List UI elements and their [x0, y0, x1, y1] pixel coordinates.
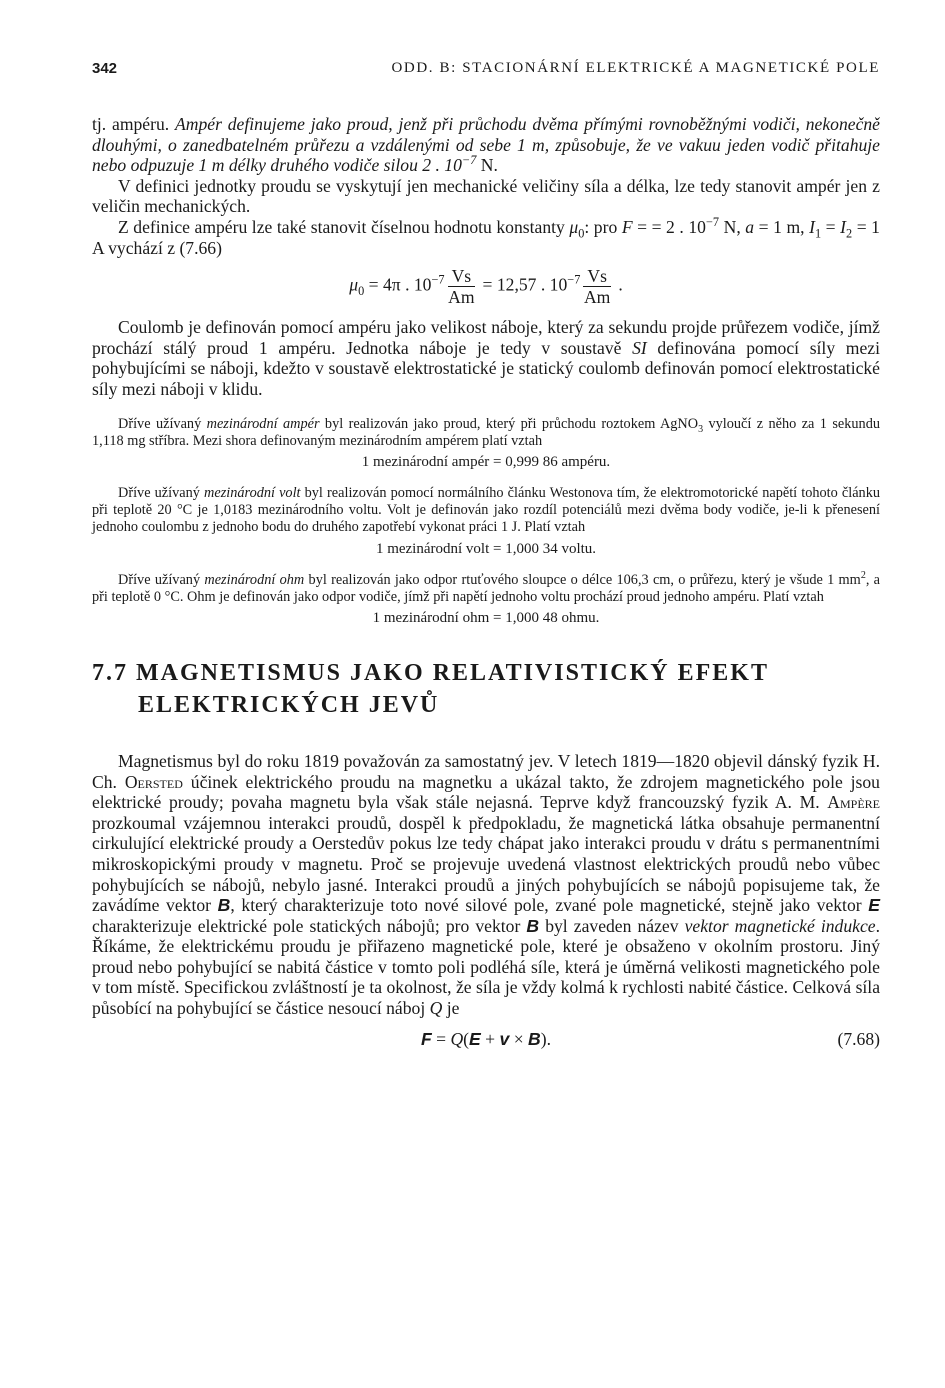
- equation-mu0: $\mu_0 = 4\pi$ . $10^{-7}$ $\frac{Vs}{Am}$ = 12,57 . $10^{-7}$ $\frac{Vs}{Am}$ .: [349, 266, 623, 308]
- equation-lorentz-force-body: F = Q(E + v × B).: [420, 1028, 552, 1049]
- page-number: 342: [92, 60, 118, 77]
- fraction-vs-am: $\frac{Vs}{Am}$: [448, 266, 475, 308]
- section-heading: [92, 657, 880, 721]
- equation-lorentz-force: [92, 1029, 880, 1053]
- note-international-volt: Dříve užívaný mezinárodní volt byl realizován pomocí normálního článku Westonova tím, že elektromotorické napětí tohoto článku při teplotě 20 °C je 1,0183 mezinárodního voltu. Volt je definován jako rozdíl potenciálů mezi dvěma body vodiče, je-li k přenesení jednoho coulombu z jednoho bodu do druhého zapotřebí vykonat práci 1 J. Platí vztah: [92, 484, 880, 536]
- page: [92, 56, 880, 1053]
- running-title: ODD. B: STACIONÁRNÍ ELEKTRICKÉ A MAGNETICKÉ POLE: [391, 60, 880, 76]
- equation-international-volt: 1 mezinárodní volt = 1,000 34 voltu.: [375, 540, 597, 557]
- equation-international-ohm: 1 mezinárodní ohm = 1,000 48 ohmu.: [372, 609, 600, 626]
- paragraph-magnetism: Magnetismus byl do roku 1819 považován za samostatný jev. V letech 1819—1820 objevil dánský fyzik H. Ch. Oersted účinek elektrického proudu na magnetku a ukázal takto, že zdrojem magnetického pole jsou elektrické proudy; povaha magnetu byla však stále nejasná. Teprve když francouzský fyzik A. M. Ampère prozkoumal vzájemnou interakci proudů, dospěl k předpokladu, že magnetická látka obsahuje permanentní cirkulující elektrické proudy a Oerstedův pokus lze tedy chápat jako interakci proudu v drátu s permanentními mikroskopickými proudy v magnetu. Proč se projevuje uvedená vlastnost elektrických proudů nebo vůbec pohybujících se nábojů, nebylo jasné. Interakci proudů a jiných pohybujících se nábojů popisujeme tak, že zavádíme vektor B, který charakterizuje toto nové silové pole, zvané pole magnetické, stejně jako vektor E charakterizuje elektrické pole statických nábojů; pro vektor B byl zaveden název vektor magnetické indukce. Říkáme, že elektrickému proudu je přiřazeno magnetické pole, které je obsaženo v okolním prostoru. Jiný proud nebo pohybující se nabitá částice v tomto poli podléhá síle, která je úměrná velikosti magnetického pole v tom místě. Specifickou zvláštností je ta okolnost, že síla je vždy kolmá k rychlosti nabité částice. Celková síla působící na pohybující se částice nesoucí náboj Q je: [92, 750, 880, 1019]
- paragraph-mu0-value: Z definice ampéru lze také stanovit číselnou hodnotu konstanty $\mu_0$: pro F = = 2 . $10^{-7}$ N, a = 1 m, $I_1 = I_2 = 1$ A vychází z (7.66): [92, 215, 880, 258]
- note-international-ohm: Dříve užívaný mezinárodní ohm byl realizován jako odpor rtuťového sloupce o délce 106,3 cm, o průřezu, který je všude 1 $mm^2$, a při teplotě 0 °C. Ohm je definován jako odpor vodiče, jímž při napětí jednoho voltu prochází proud jednoho ampéru. Platí vztah: [92, 569, 881, 605]
- paragraph-coulomb: Coulomb je definován pomocí ampéru jako velikost náboje, který za sekundu projde průřezem vodiče, jímž prochází stálý proud 1 ampéru. Jednotka náboje je tedy v soustavě SI definována pomocí síly mezi pohybujícími se náboji, kdežto v soustavě elektrostatické je statický coulomb definován pomocí elektrostatické síly mezi náboji v klidu.: [92, 317, 880, 399]
- ampere-definition: Ampér definujeme jako proud, jenž při průchodu dvěma přímými rovnoběžnými vodiči, nekonečně dlouhými, o zanedbatelném průřezu a vzdálenými od sebe 1 m, způsobuje, že ve vakuu jeden vodič přitahuje nebo odpuzuje 1 m délky druhého vodiče silou 2 . $10^{-7}$: [92, 114, 880, 176]
- running-header: [92, 56, 880, 82]
- equation-number: (7.68): [837, 1028, 880, 1049]
- section-heading-line-1: 7.7 MAGNETISMUS JAKO RELATIVISTICKÝ EFEKT: [92, 659, 769, 686]
- fraction-vs-am-2: $\frac{Vs}{Am}$: [583, 266, 611, 308]
- paragraph-mechanical-quantities: V definici jednotky proudu se vyskytují jen mechanické veličiny síla a délka, lze tedy stanovit ampér jen z veličin mechanických.: [92, 175, 880, 217]
- section-heading-line-2: ELEKTRICKÝCH JEVŮ: [138, 691, 440, 718]
- note-international-ampere: Dříve užívaný mezinárodní ampér byl realizován jako proud, který při průchodu roztokem AgNO$_3$ vyloučí z něho za 1 sekundu 1,118 mg stříbra. Mezi shora definovaným mezinárodním ampérem platí vztah: [92, 415, 880, 449]
- paragraph-ampere-definition: tj. ampéru. Ampér definujeme jako proud, jenž při průchodu dvěma přímými rovnoběžnými vodiči, nekonečně dlouhými, o zanedbatelném průřezu a vzdálenými od sebe 1 m, způsobuje, že ve vakuu jeden vodič přitahuje nebo odpuzuje 1 m délky druhého vodiče silou 2 . $10^{-7}$ N.: [92, 114, 880, 176]
- equation-international-ampere: 1 mezinárodní ampér = 0,999 86 ampéru.: [361, 453, 611, 470]
